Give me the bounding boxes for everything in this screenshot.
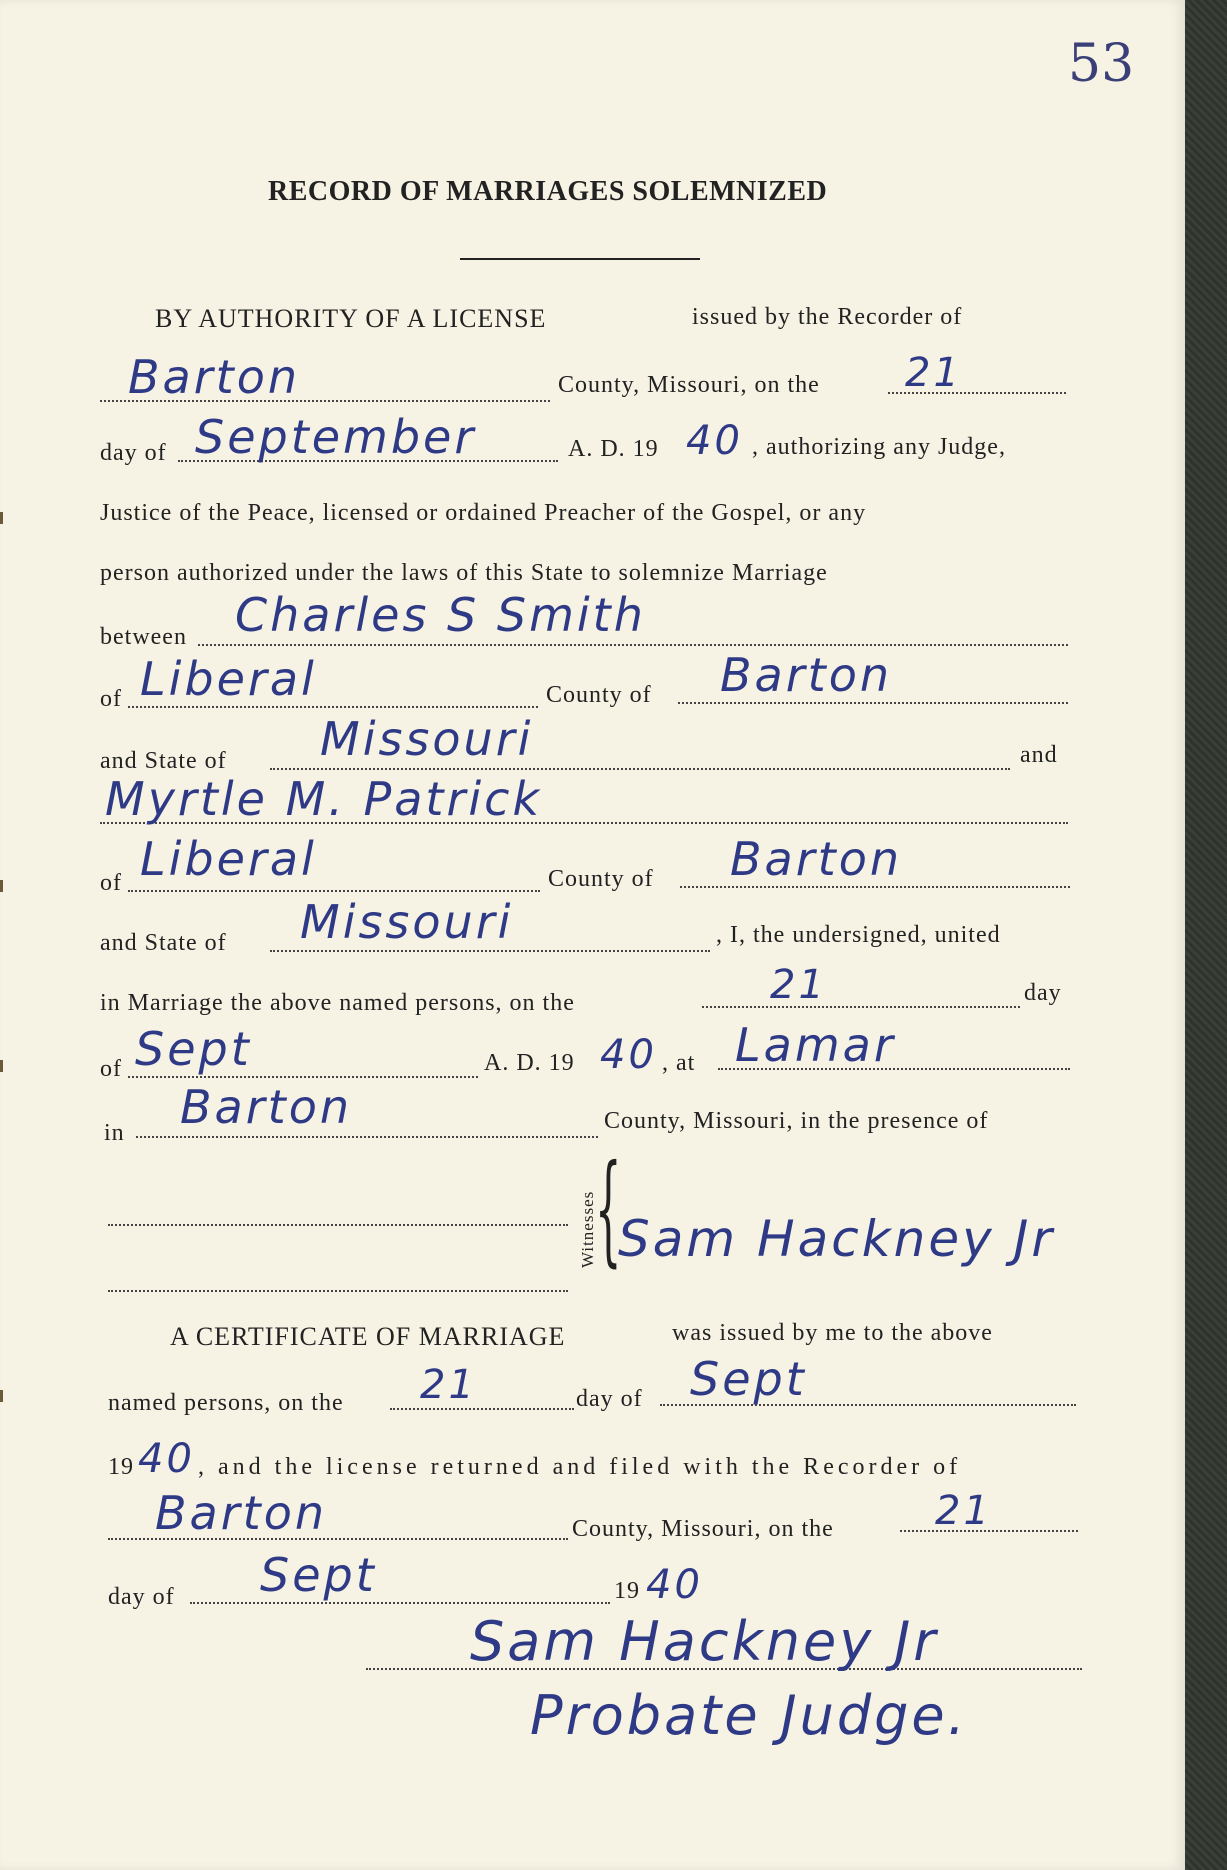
marriage-day-handwritten: 21 xyxy=(770,962,827,1008)
edge-mark xyxy=(0,1060,3,1072)
groom-town-line xyxy=(128,706,538,708)
at-text: , at xyxy=(662,1050,696,1076)
edge-mark xyxy=(0,880,3,892)
groom-county-handwritten: Barton xyxy=(720,648,892,702)
witness-line-2 xyxy=(108,1290,568,1292)
bride-state-handwritten: Missouri xyxy=(300,895,514,949)
groom-county-of-text: County of xyxy=(546,682,652,708)
officiant-signature: Sam Hackney Jr xyxy=(618,1210,1055,1268)
filed-year-handwritten: 40 xyxy=(646,1562,703,1608)
edge-mark xyxy=(0,1390,3,1402)
bride-name-handwritten: Myrtle M. Patrick xyxy=(105,772,543,826)
filed-month-handwritten: Sept xyxy=(260,1548,377,1602)
bride-town-line xyxy=(128,890,540,892)
named-persons-text: named persons, on the xyxy=(108,1390,344,1416)
cert-month-handwritten: Sept xyxy=(690,1352,807,1406)
license-year-handwritten: 40 xyxy=(686,418,743,464)
edge-mark xyxy=(0,512,3,524)
authorizing-text: , authorizing any Judge, xyxy=(752,434,1006,460)
justice-text: Justice of the Peace, licensed or ordained Preacher of the Gospel, or any xyxy=(100,500,867,526)
judge-signature: Sam Hackney Jr xyxy=(470,1610,939,1673)
groom-state-handwritten: Missouri xyxy=(320,712,534,766)
in-text: in xyxy=(104,1120,125,1146)
judge-title-handwritten: Probate Judge. xyxy=(530,1684,968,1747)
license-heading: BY AUTHORITY OF A LICENSE xyxy=(155,304,547,333)
presence-of-text: County, Missouri, in the presence of xyxy=(604,1108,989,1134)
and-text: and xyxy=(1020,742,1058,768)
book-binding xyxy=(1185,0,1227,1870)
filed-day-handwritten: 21 xyxy=(935,1488,992,1534)
marriage-of-text: of xyxy=(100,1056,122,1082)
marriage-ad-text: A. D. 19 xyxy=(484,1050,575,1076)
cert-year-handwritten: 40 xyxy=(138,1436,195,1482)
marriage-month-line xyxy=(128,1076,478,1078)
groom-name-line xyxy=(198,644,1068,646)
witnesses-label: Witnesses xyxy=(578,1190,597,1268)
filed-19-text: 19 xyxy=(614,1578,640,1604)
recorder-county-handwritten: Barton xyxy=(128,350,300,404)
marriage-county-line xyxy=(136,1136,598,1138)
groom-of-text: of xyxy=(100,686,122,712)
filed-county-missouri-text: County, Missouri, on the xyxy=(572,1516,834,1542)
day-of-text: day of xyxy=(100,440,167,466)
person-authorized-text: person authorized under the laws of this State to solemnize Marriage xyxy=(100,560,828,586)
certificate-heading: A CERTIFICATE OF MARRIAGE xyxy=(170,1322,566,1351)
groom-town-handwritten: Liberal xyxy=(140,652,317,706)
groom-name-handwritten: Charles S Smith xyxy=(235,588,646,642)
cert-19-text: 19 xyxy=(108,1454,134,1480)
marriage-county-handwritten: Barton xyxy=(180,1080,352,1134)
groom-county-line xyxy=(678,702,1068,704)
filed-day-of-text: day of xyxy=(108,1584,175,1610)
cert-day-line xyxy=(390,1408,574,1410)
bride-county-handwritten: Barton xyxy=(730,832,902,886)
cert-day-handwritten: 21 xyxy=(420,1362,477,1408)
in-marriage-text: in Marriage the above named persons, on the xyxy=(100,990,575,1016)
page-number: 53 xyxy=(1068,34,1135,94)
marriage-year-handwritten: 40 xyxy=(600,1032,657,1078)
certificate-issued-text: was issued by me to the above xyxy=(672,1320,993,1346)
issued-by-text: issued by the Recorder of xyxy=(692,304,963,330)
bride-state-of-text: and State of xyxy=(100,930,227,956)
bride-town-handwritten: Liberal xyxy=(140,832,317,886)
title-rule xyxy=(460,258,700,260)
license-day-handwritten: 21 xyxy=(905,350,962,396)
license-month-handwritten: September xyxy=(195,410,477,464)
filed-month-line xyxy=(190,1602,610,1604)
witnesses-brace: { xyxy=(594,1140,622,1279)
county-missouri-text: County, Missouri, on the xyxy=(558,372,820,398)
marriage-month-handwritten: Sept xyxy=(135,1022,252,1076)
ad-text: A. D. 19 xyxy=(568,436,659,462)
between-text: between xyxy=(100,624,187,650)
license-returned-text: , and the license returned and filed with the Recorder of xyxy=(198,1454,962,1480)
undersigned-text: , I, the undersigned, united xyxy=(716,922,1001,948)
bride-of-text: of xyxy=(100,870,122,896)
page-title: RECORD OF MARRIAGES SOLEMNIZED xyxy=(268,176,828,207)
bride-county-line xyxy=(680,886,1070,888)
bride-state-line xyxy=(270,950,710,952)
groom-state-line xyxy=(270,768,1010,770)
cert-day-of-text: day of xyxy=(576,1386,643,1412)
marriage-day-line xyxy=(702,1006,1020,1008)
day-text: day xyxy=(1024,980,1062,1006)
witness-line-1 xyxy=(108,1224,568,1226)
filed-county-handwritten: Barton xyxy=(155,1486,327,1540)
marriage-place-handwritten: Lamar xyxy=(735,1018,896,1072)
bride-county-of-text: County of xyxy=(548,866,654,892)
groom-state-of-text: and State of xyxy=(100,748,227,774)
